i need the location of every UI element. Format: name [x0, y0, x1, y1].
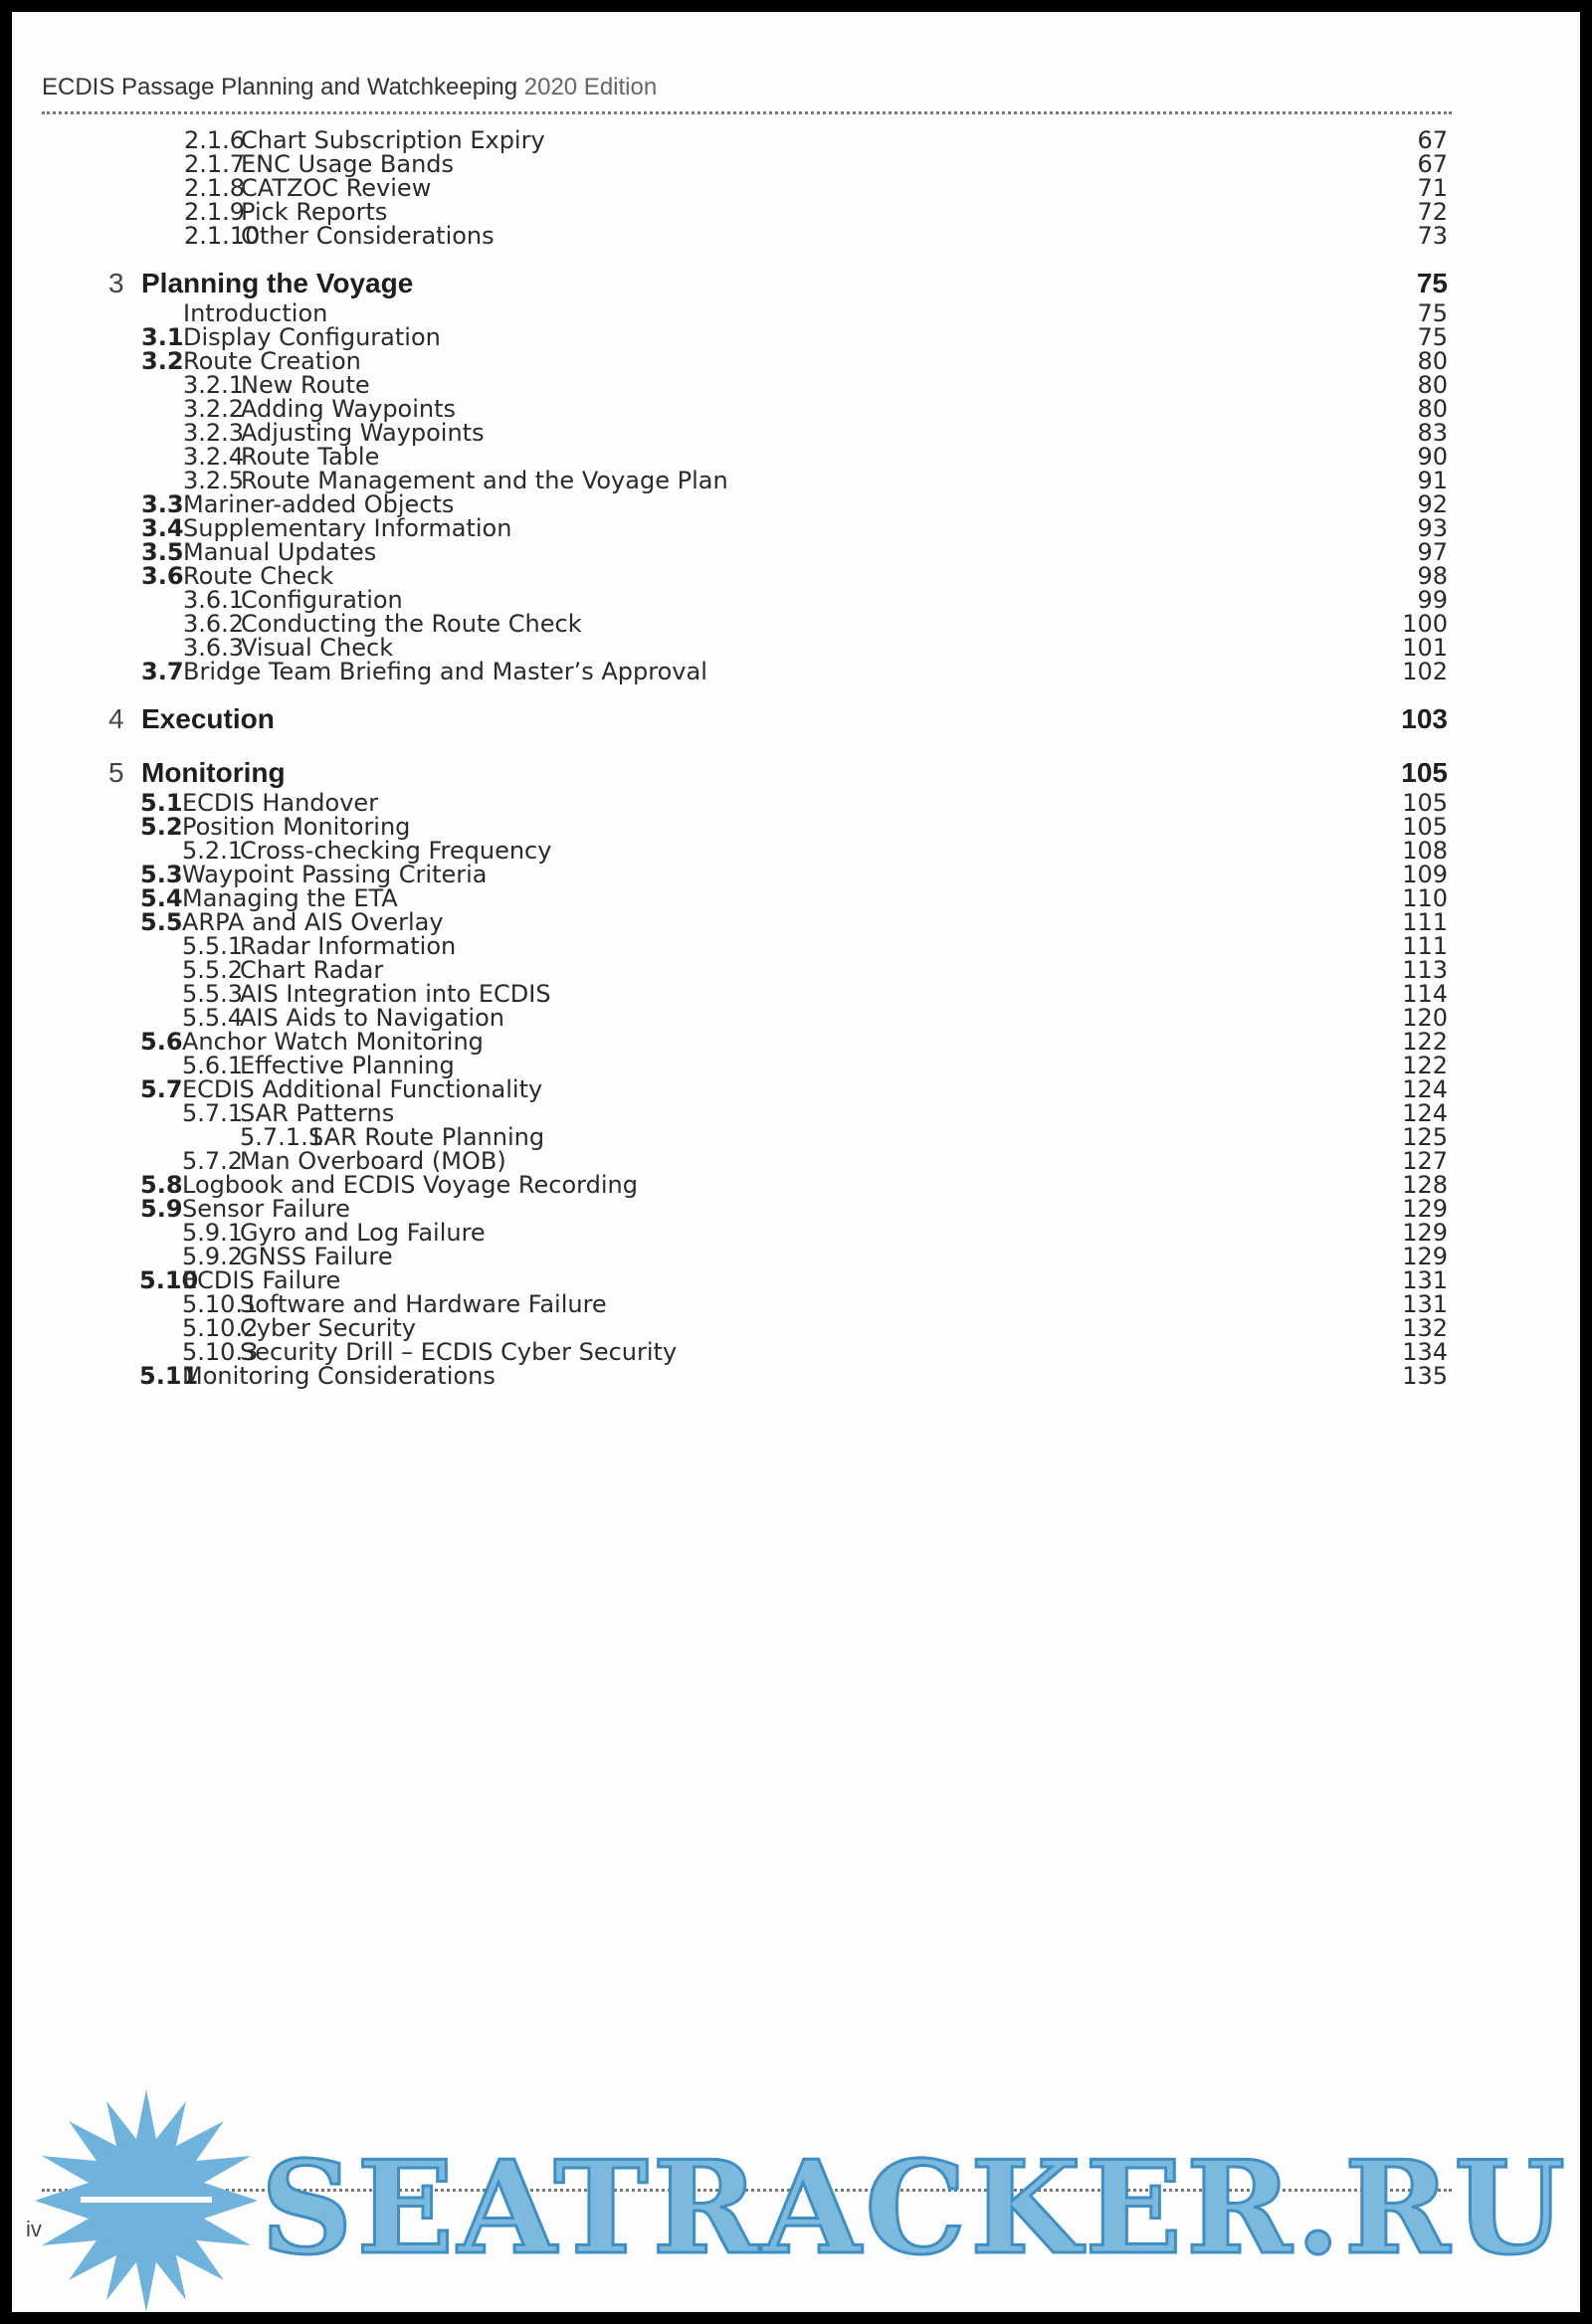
header-rule	[42, 111, 1452, 114]
entry-number: 5.9.2	[182, 1243, 244, 1270]
book-title: ECDIS Passage Planning and Watchkeeping	[42, 74, 518, 100]
toc-entry[interactable]	[12, 218, 1580, 254]
entry-number: 3.6.3	[183, 634, 245, 662]
entry-title: ECDIS Handover	[182, 789, 379, 817]
entry-page: 108	[1402, 837, 1448, 865]
entry-number: 5.2.1	[182, 837, 244, 865]
entry-title: AIS Aids to Navigation	[240, 1004, 504, 1032]
entry-number: 5.5.4	[182, 1004, 244, 1032]
entry-title: Supplementary Information	[183, 514, 512, 542]
entry-page: 98	[1417, 562, 1448, 590]
entry-title: Configuration	[241, 586, 403, 614]
entry-page: 80	[1417, 395, 1448, 423]
entry-number: 5.6.1	[182, 1052, 244, 1079]
entry-title: AIS Integration into ECDIS	[240, 980, 551, 1008]
entry-title: Bridge Team Briefing and Master’s Approval	[183, 658, 707, 685]
entry-title: ARPA and AIS Overlay	[182, 908, 444, 936]
entry-title: ECDIS Additional Functionality	[182, 1075, 543, 1103]
entry-title: Cyber Security	[240, 1314, 417, 1342]
entry-page: 102	[1402, 658, 1448, 685]
entry-page: 99	[1417, 586, 1448, 614]
section-number: 3.7	[141, 658, 184, 685]
entry-page: 122	[1402, 1028, 1448, 1056]
entry-title: Manual Updates	[183, 538, 377, 566]
entry-page: 93	[1417, 514, 1448, 542]
entry-page: 111	[1402, 908, 1448, 936]
entry-page: 129	[1402, 1243, 1448, 1270]
entry-title: Effective Planning	[240, 1052, 455, 1079]
entry-title: Logbook and ECDIS Voyage Recording	[182, 1171, 638, 1199]
entry-page: 128	[1402, 1171, 1448, 1199]
section-number: 3.2	[141, 347, 184, 375]
section-number: 5.11	[139, 1362, 199, 1390]
entry-page: 135	[1402, 1362, 1448, 1390]
entry-title: Monitoring Considerations	[182, 1362, 496, 1390]
entry-page: 129	[1402, 1195, 1448, 1223]
entry-title: Waypoint Passing Criteria	[182, 861, 488, 888]
entry-page: 80	[1417, 347, 1448, 375]
entry-number: 5.5.2	[182, 956, 244, 984]
sun-logo-icon	[12, 2081, 271, 2312]
entry-title: Route Management and the Voyage Plan	[241, 467, 728, 494]
section-number: 3.4	[141, 514, 184, 542]
running-head	[42, 74, 657, 101]
entry-page: 110	[1402, 884, 1448, 912]
entry-title: Conducting the Route Check	[241, 610, 582, 638]
entry-page: 80	[1417, 371, 1448, 399]
entry-number: 5.5.1	[182, 932, 244, 960]
entry-page: 67	[1417, 150, 1448, 178]
entry-number: 2.1.7	[184, 150, 246, 178]
entry-title: Introduction	[183, 299, 328, 327]
entry-page: 67	[1417, 126, 1448, 154]
section-number: 3.3	[141, 490, 184, 518]
entry-title: Cross-checking Frequency	[240, 837, 552, 865]
section-number: 5.3	[140, 861, 183, 888]
entry-title: Radar Information	[240, 932, 457, 960]
entry-page: 105	[1402, 813, 1448, 841]
entry-title: New Route	[241, 371, 370, 399]
entry-number: 2.1.9	[184, 198, 246, 226]
section-number: 5.7	[140, 1075, 183, 1103]
entry-page: 134	[1402, 1338, 1448, 1366]
chapter-number: 5	[108, 757, 124, 788]
chapter-page: 75	[1416, 268, 1448, 298]
entry-title: Route Creation	[183, 347, 361, 375]
entry-title: ENC Usage Bands	[241, 150, 455, 178]
section-number: 5.1	[140, 789, 183, 817]
entry-page: 75	[1417, 323, 1448, 351]
entry-title: Security Drill – ECDIS Cyber Security	[240, 1338, 678, 1366]
chapter-number: 3	[108, 268, 124, 298]
document-page	[12, 12, 1580, 2312]
entry-page: 101	[1402, 634, 1448, 662]
section-number: 5.4	[140, 884, 183, 912]
entry-page: 109	[1402, 861, 1448, 888]
entry-title: Visual Check	[241, 634, 394, 662]
section-number: 3.6	[141, 562, 184, 590]
entry-title: Chart Radar	[240, 956, 384, 984]
entry-number: 5.9.1	[182, 1219, 244, 1247]
section-number: 5.9	[140, 1195, 183, 1223]
entry-page: 132	[1402, 1314, 1448, 1342]
entry-page: 124	[1402, 1075, 1448, 1103]
entry-number: 3.2.4	[183, 443, 245, 471]
entry-title: Route Table	[241, 443, 380, 471]
chapter-title: Monitoring	[141, 757, 286, 788]
toc-chapter[interactable]	[12, 699, 1580, 739]
entry-number: 2.1.6	[184, 126, 246, 154]
section-number: 5.10	[139, 1266, 199, 1294]
entry-page: 120	[1402, 1004, 1448, 1032]
chapter-number: 4	[108, 703, 124, 734]
entry-page: 113	[1402, 956, 1448, 984]
entry-page: 97	[1417, 538, 1448, 566]
page-number: iv	[26, 2217, 42, 2241]
section-number: 3.5	[141, 538, 184, 566]
entry-title: Route Check	[183, 562, 334, 590]
entry-page: 105	[1402, 789, 1448, 817]
entry-number: 3.6.2	[183, 610, 245, 638]
edition-label: 2020 Edition	[523, 74, 658, 100]
entry-title: Man Overboard (MOB)	[240, 1147, 506, 1175]
entry-page: 75	[1417, 299, 1448, 327]
entry-title: Other Considerations	[241, 222, 495, 250]
entry-number: 5.10.3	[182, 1338, 259, 1366]
entry-page: 129	[1402, 1219, 1448, 1247]
entry-number: 2.1.8	[184, 174, 246, 202]
entry-title: Software and Hardware Failure	[240, 1290, 607, 1318]
chapter-title: Execution	[141, 703, 275, 734]
entry-page: 122	[1402, 1052, 1448, 1079]
entry-title: Sensor Failure	[182, 1195, 350, 1223]
chapter-title: Planning the Voyage	[141, 268, 414, 298]
entry-number: 3.2.2	[183, 395, 245, 423]
entry-title: Pick Reports	[241, 198, 388, 226]
entry-page: 72	[1417, 198, 1448, 226]
entry-page: 92	[1417, 490, 1448, 518]
entry-title: Chart Subscription Expiry	[241, 126, 545, 154]
entry-title: Adding Waypoints	[241, 395, 457, 423]
section-number: 5.2	[140, 813, 183, 841]
entry-page: 124	[1402, 1099, 1448, 1127]
toc-entry[interactable]	[12, 1358, 1580, 1394]
entry-page: 83	[1417, 419, 1448, 447]
entry-title: Gyro and Log Failure	[240, 1219, 486, 1247]
section-number: 5.5	[140, 908, 183, 936]
entry-number: 3.6.1	[183, 586, 245, 614]
toc-entry[interactable]	[12, 654, 1580, 689]
chapter-page: 103	[1401, 703, 1448, 734]
entry-number: 5.7.2	[182, 1147, 244, 1175]
entry-number: 5.7.1	[182, 1099, 244, 1127]
entry-page: 71	[1417, 174, 1448, 202]
entry-title: GNSS Failure	[240, 1243, 393, 1270]
entry-page: 100	[1402, 610, 1448, 638]
entry-page: 73	[1417, 222, 1448, 250]
entry-title: Adjusting Waypoints	[241, 419, 485, 447]
entry-title: Managing the ETA	[182, 884, 398, 912]
entry-number: 5.10.1	[182, 1290, 259, 1318]
entry-number: 5.7.1.1	[240, 1123, 323, 1151]
entry-page: 111	[1402, 932, 1448, 960]
entry-title: CATZOC Review	[241, 174, 432, 202]
entry-title: SAR Patterns	[240, 1099, 395, 1127]
entry-title: Mariner-added Objects	[183, 490, 455, 518]
entry-number: 2.1.10	[184, 222, 261, 250]
entry-title: SAR Route Planning	[308, 1123, 545, 1151]
section-number: 5.8	[140, 1171, 183, 1199]
entry-title: ECDIS Failure	[182, 1266, 341, 1294]
entry-page: 91	[1417, 467, 1448, 494]
entry-title: Anchor Watch Monitoring	[182, 1028, 484, 1056]
entry-number: 3.2.3	[183, 419, 245, 447]
entry-page: 90	[1417, 443, 1448, 471]
entry-page: 131	[1402, 1266, 1448, 1294]
watermark-text: SEATRACKER.RU	[261, 2134, 1569, 2283]
entry-number: 3.2.1	[183, 371, 245, 399]
entry-page: 131	[1402, 1290, 1448, 1318]
entry-title: Display Configuration	[183, 323, 441, 351]
entry-number: 5.5.3	[182, 980, 244, 1008]
chapter-page: 105	[1401, 757, 1448, 788]
entry-page: 114	[1402, 980, 1448, 1008]
section-number: 5.6	[140, 1028, 183, 1056]
section-number: 3.1	[141, 323, 184, 351]
entry-number: 5.10.2	[182, 1314, 259, 1342]
entry-page: 125	[1402, 1123, 1448, 1151]
entry-page: 127	[1402, 1147, 1448, 1175]
entry-number: 3.2.5	[183, 467, 245, 494]
entry-title: Position Monitoring	[182, 813, 411, 841]
